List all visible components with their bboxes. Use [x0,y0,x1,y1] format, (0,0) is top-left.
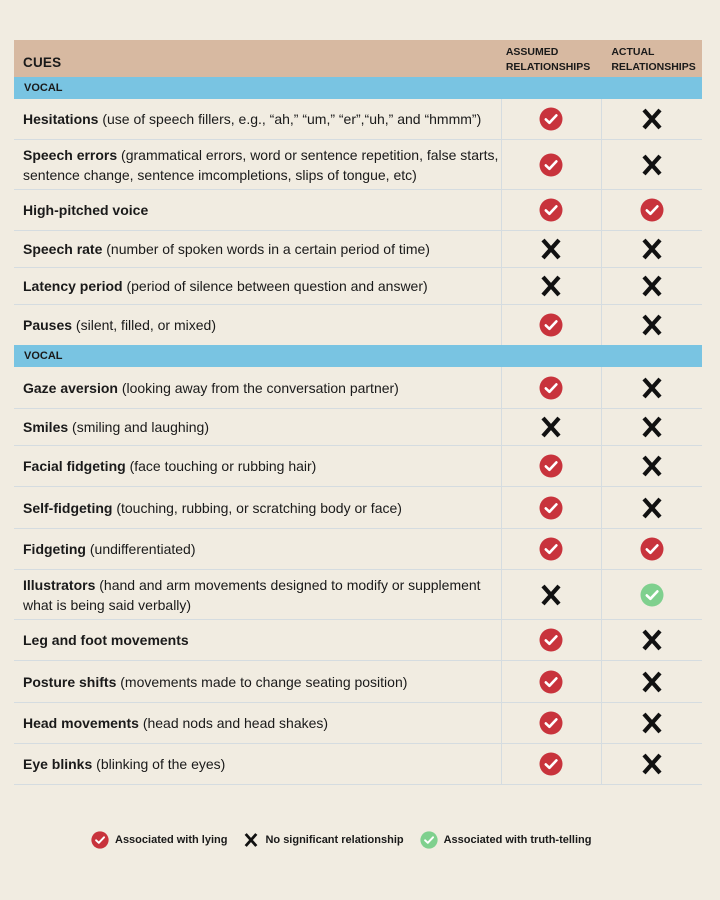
x-icon [539,237,563,261]
header-assumed-line2: RELATIONSHIPS [505,61,591,73]
cue-cell [14,99,502,139]
cue-description: (undifferentiated) [86,541,196,557]
assumed-cell [502,409,603,445]
x-icon [640,107,664,131]
x-icon [640,313,664,337]
assumed-cell [502,140,603,189]
assumed-cell [502,620,603,660]
cue-name: Illustrators [23,576,96,593]
cue-name: Facial fidgeting [23,458,126,474]
cue-name: Head movements [23,715,139,731]
cue-cell [14,367,502,408]
cue-description: (smiling and laughing) [68,419,209,435]
x-icon [640,711,664,735]
header-actual-line1: ACTUAL [611,46,655,58]
green-check-circle-icon [420,831,438,849]
x-icon [640,415,664,439]
cue-cell [14,487,502,528]
actual-cell [602,305,702,345]
header-assumed [499,45,604,77]
cue-name: Self-fidgeting [23,499,113,516]
red-check-circle-icon [539,670,563,694]
actual-cell [602,487,702,528]
x-icon [243,832,259,848]
cue-description: (period of silence between question and answer) [122,278,428,294]
cue-description: (touching, rubbing, or scratching body or face) [112,499,402,516]
assumed-cell [502,570,603,619]
table-row [14,487,702,529]
x-icon [539,415,563,439]
cue-name: Posture shifts [23,673,117,690]
red-check-circle-icon [539,711,563,735]
actual-cell [602,367,702,408]
red-check-circle-icon [640,198,664,222]
cue-cell [14,305,502,345]
table-row [14,367,702,409]
cue-cell [14,140,502,189]
cue-cell [14,570,502,619]
cue-cell [14,744,502,784]
table-row [14,409,702,446]
section-header: VOCAL [14,345,702,367]
x-icon [640,628,664,652]
legend-item-truth [420,831,592,849]
x-icon [640,454,664,478]
legend [91,831,608,849]
header-cues: CUES [23,55,62,70]
table-row [14,268,702,305]
legend-label-lying: Associated with lying [115,834,228,846]
table-row [14,661,702,703]
table-row [14,744,702,785]
cue-name: Fidgeting [23,541,86,557]
cue-name: Hesitations [23,111,99,127]
red-check-circle-icon [539,628,563,652]
table-row [14,620,702,661]
x-icon [640,670,664,694]
assumed-cell [502,661,603,702]
cue-description: (head nods and head shakes) [138,715,329,731]
x-icon [640,153,664,177]
x-icon [640,274,664,298]
assumed-cell [502,99,603,139]
cue-cell [14,529,502,569]
red-check-circle-icon [539,376,563,400]
red-check-circle-icon [640,537,664,561]
assumed-cell [502,744,603,784]
header-actual [603,45,702,77]
cue-cell [14,268,502,304]
cue-description: (hand and arm movements designed to modify or supplement what is being said verbally) [23,576,481,613]
assumed-cell [502,487,603,528]
legend-item-none [243,832,403,848]
x-icon [539,583,563,607]
red-check-circle-icon [91,831,109,849]
table-row [14,446,702,487]
cues-table [14,40,702,785]
actual-cell [602,99,702,139]
cue-description: (movements made to change seating position) [116,673,408,690]
table-row [14,703,702,744]
actual-cell [602,190,702,230]
cue-cell [14,446,502,486]
cue-description: (number of spoken words in a certain period of time) [102,241,430,257]
red-check-circle-icon [539,454,563,478]
cue-cell [14,661,502,702]
cue-description: (face touching or rubbing hair) [125,458,317,474]
actual-cell [602,446,702,486]
table-header [14,40,702,77]
cue-description: (use of speech fillers, e.g., “ah,” “um,” “er”,“uh,” and “hmmm”) [98,111,482,127]
red-check-circle-icon [539,107,563,131]
actual-cell [602,140,702,189]
legend-label-none: No significant relationship [265,834,404,846]
actual-cell [602,703,702,743]
table-row [14,231,702,268]
actual-cell [602,268,702,304]
header-assumed-line1: ASSUMED [505,46,559,58]
assumed-cell [502,703,603,743]
assumed-cell [502,268,603,304]
table-row [14,140,702,190]
x-icon [640,376,664,400]
green-check-circle-icon [640,583,664,607]
cue-description: (grammatical errors, word or sentence repetition, false starts, sentence change, sentence imcompletions, slips of tongue, etc) [23,146,499,183]
cue-name: Speech errors [23,146,118,163]
red-check-circle-icon [539,313,563,337]
actual-cell [602,409,702,445]
header-actual-line2: RELATIONSHIPS [611,61,696,73]
cue-name: Pauses [23,317,73,333]
red-check-circle-icon [539,537,563,561]
table-row [14,190,702,231]
red-check-circle-icon [539,752,563,776]
assumed-cell [502,367,603,408]
x-icon [640,496,664,520]
red-check-circle-icon [539,496,563,520]
cue-name: Gaze aversion [23,379,118,396]
actual-cell [602,570,702,619]
legend-label-truth: Associated with truth-telling [443,834,592,846]
cue-name: Smiles [23,419,69,435]
cue-cell [14,190,502,230]
red-check-circle-icon [539,198,563,222]
cue-description: (silent, filled, or mixed) [72,317,216,333]
x-icon [640,752,664,776]
actual-cell [602,231,702,267]
table-row [14,305,702,345]
actual-cell [602,661,702,702]
cue-cell [14,231,502,267]
cue-cell [14,703,502,743]
cue-name: Speech rate [23,241,103,257]
table-row [14,529,702,570]
x-icon [539,274,563,298]
red-check-circle-icon [539,153,563,177]
cue-cell [14,409,502,445]
assumed-cell [502,231,603,267]
assumed-cell [502,190,603,230]
x-icon [640,237,664,261]
actual-cell [602,744,702,784]
actual-cell [602,529,702,569]
table-row [14,570,702,620]
assumed-cell [502,446,603,486]
cue-cell [14,620,502,660]
actual-cell [602,620,702,660]
table-row [14,99,702,140]
assumed-cell [502,305,603,345]
legend-item-lying [91,831,227,849]
assumed-cell [502,529,603,569]
cue-name: High-pitched voice [23,202,149,218]
cue-description: (blinking of the eyes) [92,756,226,772]
cue-name: Eye blinks [23,756,93,772]
cue-name: Leg and foot movements [23,632,189,648]
section-header: VOCAL [14,77,702,99]
cue-name: Latency period [23,278,123,294]
cue-description: (looking away from the conversation partner) [117,379,399,396]
